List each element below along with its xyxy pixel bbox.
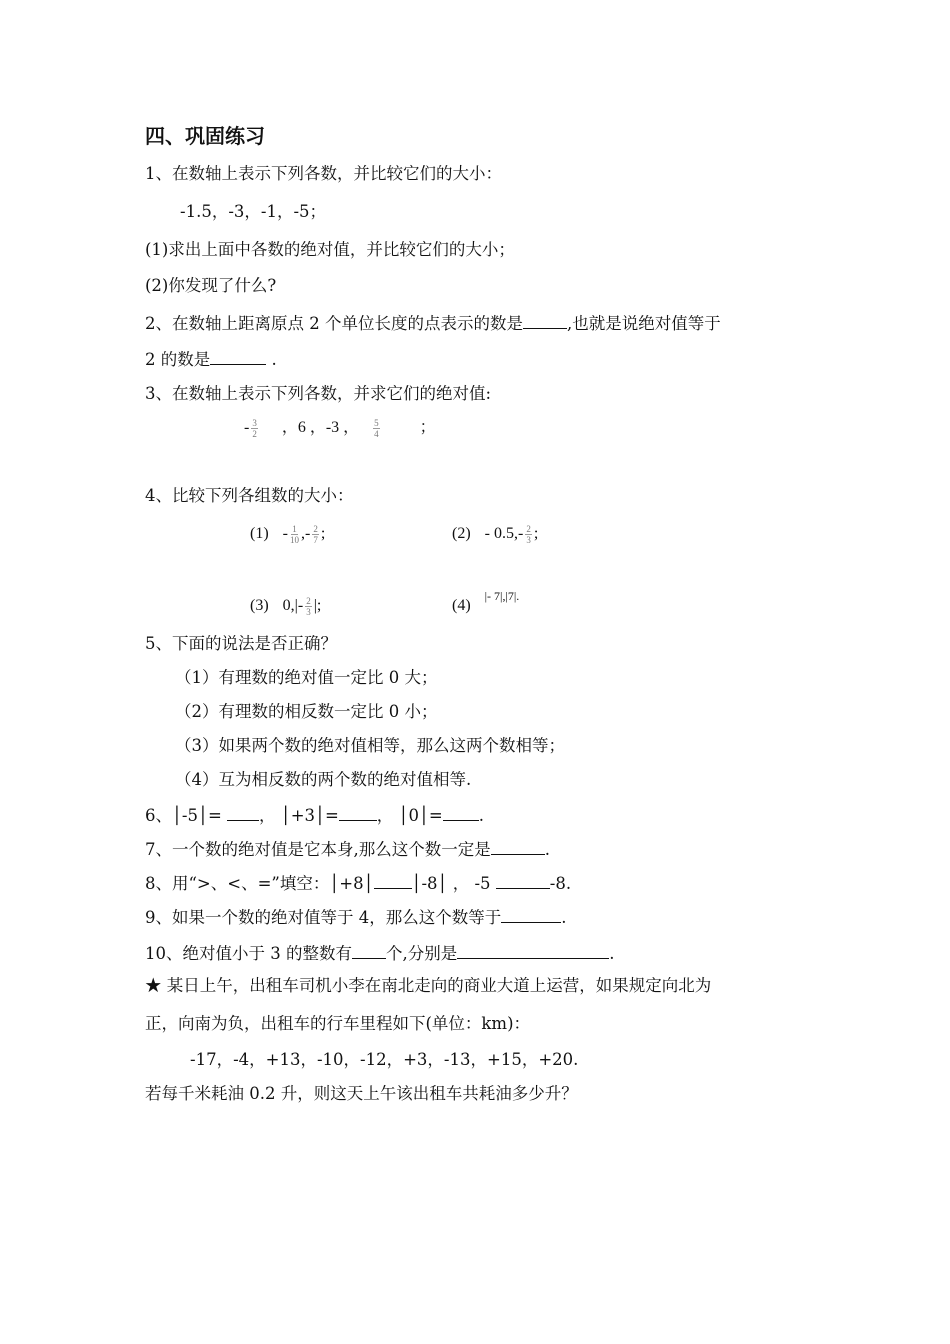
fraction-1-10: $\frac{1}{10}$ (289, 523, 299, 545)
question-10: 10、绝对值小于 3 的整数有 个,分别是 . (145, 940, 614, 966)
answer-blank[interactable] (227, 802, 259, 821)
question-4: 4、比较下列各组数的大小： (145, 486, 354, 505)
question-2-line-1 (145, 310, 721, 336)
question-5: 5、下面的说法是否正确？ (145, 634, 337, 653)
question-4-part-1: (1) - $\frac{1}{10}$ ,- $\frac{2}{7}$ ; (250, 523, 326, 545)
bonus-line-2: 正，向南为负，出租车的行车里程如下(单位：km)： (145, 1014, 531, 1033)
section-title: 四、巩固练习 (145, 124, 265, 148)
question-7: 7、一个数的绝对值是它本身,那么这个数一定是 . (145, 836, 550, 862)
question-3-middle: ，6 ，-3 ， (281, 419, 360, 436)
question-1-sub-2: (2)你发现了什么? (145, 276, 277, 295)
fraction-2-3: $\frac{2}{3}$ (526, 523, 531, 545)
question-3-numbers (244, 416, 436, 440)
fraction-3-2: $\frac{3}{2}$ (252, 417, 257, 439)
question-1-sub-1: (1)求出上面中各数的绝对值，并比较它们的大小； (145, 240, 515, 259)
fraction-5-4: $\frac{5}{4}$ (374, 417, 379, 439)
answer-blank[interactable] (339, 802, 377, 821)
question-9: 9、如果一个数的绝对值等于 4，那么这个数等于 . (145, 904, 567, 930)
answer-blank[interactable] (496, 870, 550, 889)
answer-blank[interactable] (523, 310, 567, 329)
question-2-text-c: 2 的数是 (145, 350, 211, 369)
answer-blank[interactable] (210, 346, 266, 365)
answer-blank[interactable] (501, 904, 561, 923)
bonus-question: 若每千米耗油 0.2 升，则这天上午该出租车共耗油多少升？ (145, 1084, 578, 1103)
question-3: 3、在数轴上表示下列各数，并求它们的绝对值: (145, 384, 492, 403)
question-8: 8、用“>、<、=”填空：│+8│ │-8│ ， -5 -8. (145, 870, 571, 896)
answer-blank[interactable] (374, 870, 412, 889)
question-4-part-4: $(4)^{|- 7|,|7|.}$ (452, 589, 520, 614)
question-1: 1、在数轴上表示下列各数，并比较它们的大小： (145, 164, 502, 183)
minus-sign: - (244, 419, 250, 436)
question-2-line-2 (145, 346, 277, 372)
answer-blank[interactable] (443, 802, 479, 821)
fraction-2-7: $\frac{2}{7}$ (313, 523, 318, 545)
bonus-line-1: ★ 某日上午，出租车司机小李在南北走向的商业大道上运营，如果规定向北为 (145, 976, 712, 995)
question-4-part-2: (2) - 0.5,- $\frac{2}{3}$ ; (452, 523, 539, 545)
answer-blank[interactable] (352, 940, 386, 959)
question-4-part-3: (3) 0,|- $\frac{2}{3}$ |; (250, 595, 322, 617)
question-2-text-d: . (266, 350, 277, 369)
question-5-item-2: （2）有理数的相反数一定比 0 小； (175, 702, 438, 721)
answer-blank[interactable] (491, 836, 545, 855)
question-3-end: ； (419, 419, 436, 436)
question-5-item-1: （1）有理数的绝对值一定比 0 大； (175, 668, 438, 687)
bonus-numbers: -17，-4，+13，-10，-12，+3，-13，+15，+20. (190, 1050, 579, 1069)
question-5-item-4: （4）互为相反数的两个数的绝对值相等. (175, 770, 472, 789)
question-1-numbers: -1.5，-3，-1，-5； (180, 202, 327, 221)
question-5-item-3: （3）如果两个数的绝对值相等，那么这两个数相等； (175, 736, 565, 755)
question-6: 6、│-5│= ， │+3│= ， │0│= . (145, 802, 484, 828)
fraction-2-3: $\frac{2}{3}$ (306, 595, 311, 617)
question-2-text-b: ,也就是说绝对值等于 (567, 314, 721, 333)
answer-blank[interactable] (457, 940, 609, 959)
question-2-text-a: 2、在数轴上距离原点 2 个单位长度的点表示的数是 (145, 314, 523, 333)
